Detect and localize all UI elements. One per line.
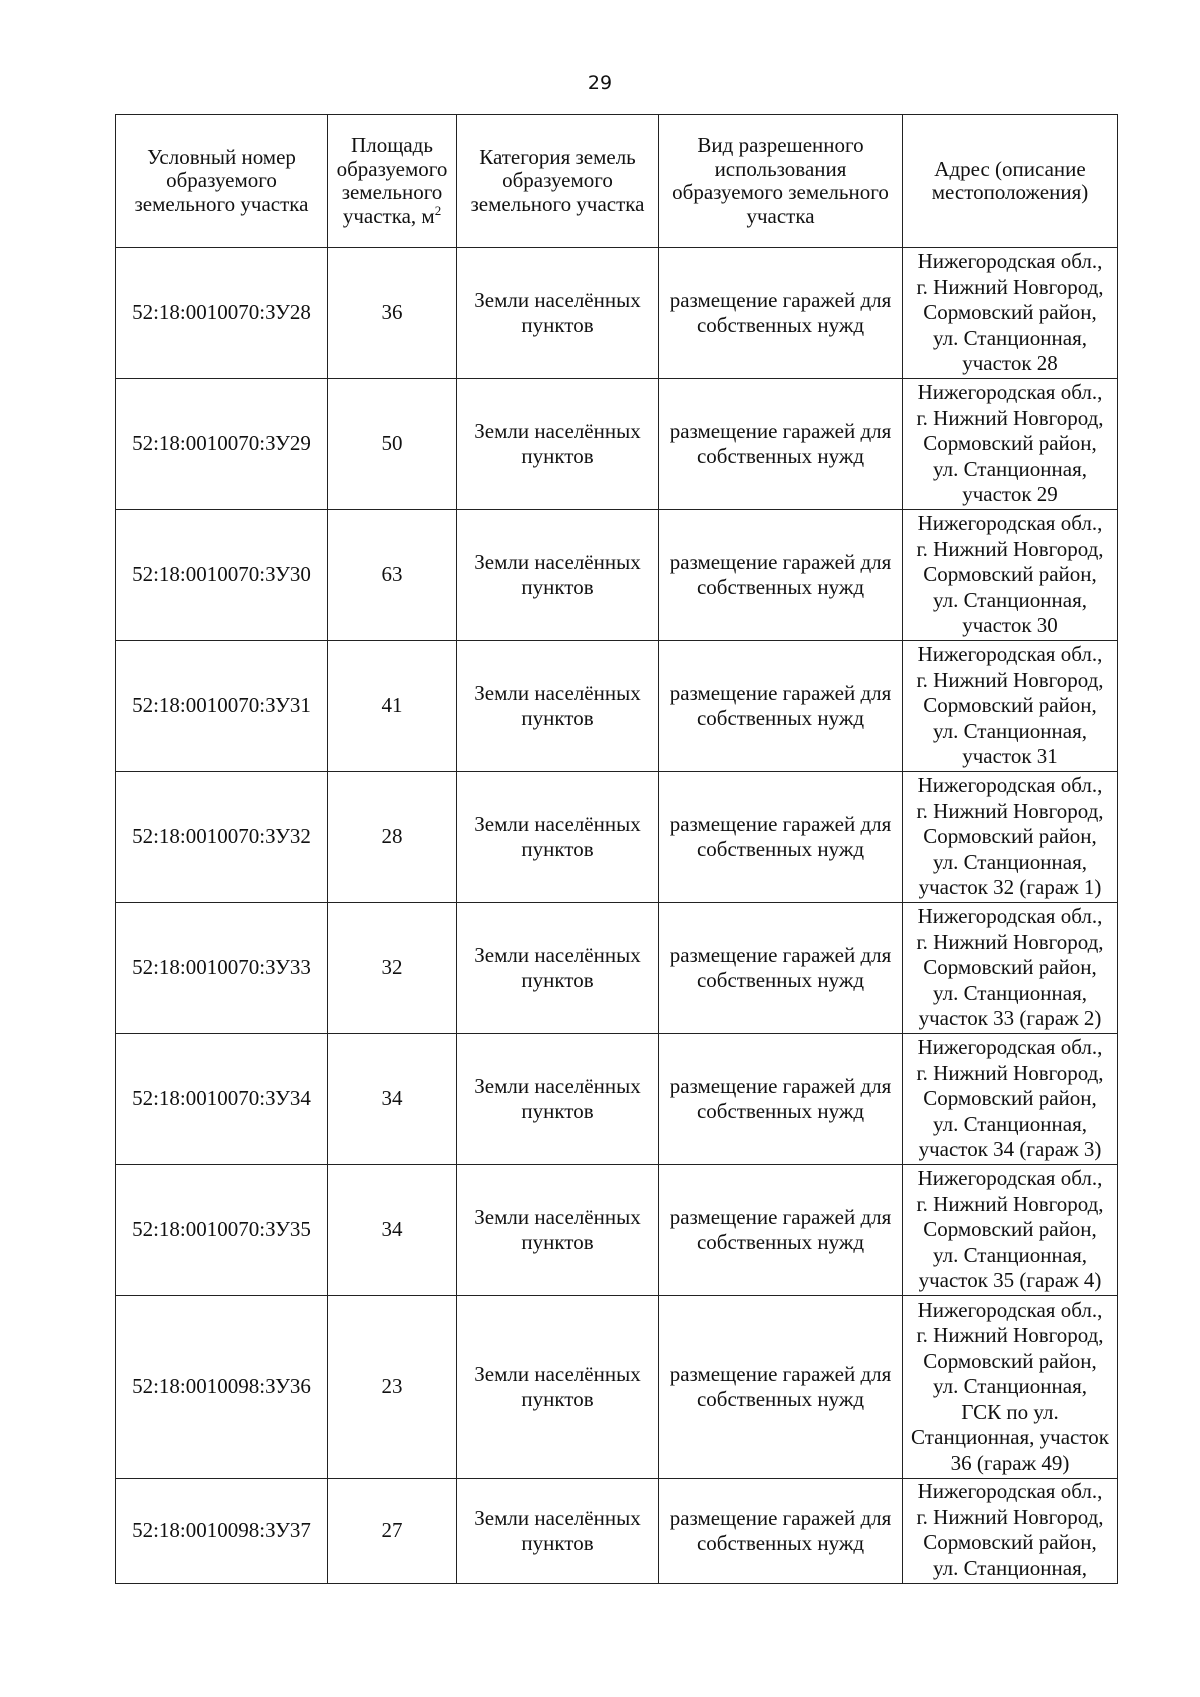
address-line: Сормовский район, xyxy=(923,431,1097,456)
cell-number: 52:18:0010070:ЗУ28 xyxy=(116,248,328,379)
cell-address xyxy=(903,903,1118,1034)
cell-usage: размещение гаражей для собственных нужд xyxy=(659,1034,903,1165)
cell-area: 27 xyxy=(328,1479,457,1584)
address-line: Сормовский район, xyxy=(923,1530,1097,1554)
address-line: ГСК по ул. xyxy=(961,1399,1059,1424)
cell-usage: размещение гаражей для собственных нужд xyxy=(659,772,903,903)
header-area xyxy=(328,115,457,248)
header-area-text: Площадь образуемого земельного участка, м xyxy=(336,133,448,228)
cell-number: 52:18:0010070:ЗУ35 xyxy=(116,1165,328,1296)
address-line: участок 28 xyxy=(962,351,1058,376)
address-line: г. Нижний Новгород, xyxy=(916,1504,1104,1529)
address-line: Сормовский район, xyxy=(923,955,1097,980)
cell-address xyxy=(903,1479,1118,1584)
cell-usage: размещение гаражей для собственных нужд xyxy=(659,248,903,379)
address-line: г. Нижний Новгород, xyxy=(916,1323,1104,1348)
cell-number: 52:18:0010070:ЗУ29 xyxy=(116,379,328,510)
cell-area: 50 xyxy=(328,379,457,510)
address-line: Нижегородская обл., xyxy=(917,1297,1103,1322)
address-line: ул. Станционная, xyxy=(933,1374,1087,1399)
address-line: Нижегородская обл., xyxy=(917,511,1103,536)
cell-category: Земли населённых пунктов xyxy=(457,1479,659,1584)
address-line: Сормовский район, xyxy=(923,693,1097,718)
address-line: участок 32 (гараж 1) xyxy=(918,875,1102,900)
cell-address xyxy=(903,641,1118,772)
address-line: Сормовский район, xyxy=(923,1348,1097,1373)
address-line: г. Нижний Новгород, xyxy=(916,274,1104,299)
cell-area: 32 xyxy=(328,903,457,1034)
address-line: Нижегородская обл., xyxy=(917,1479,1103,1503)
address-line: ул. Станционная, xyxy=(933,1111,1087,1136)
table-row xyxy=(116,1034,1118,1165)
table-row xyxy=(116,1165,1118,1296)
cell-usage: размещение гаражей для собственных нужд xyxy=(659,1479,903,1584)
cell-area: 28 xyxy=(328,772,457,903)
address-line: ул. Станционная, xyxy=(933,718,1087,743)
address-line: 36 (гараж 49) xyxy=(950,1450,1070,1475)
cell-number: 52:18:0010098:ЗУ36 xyxy=(116,1296,328,1479)
address-line: ул. Станционная, xyxy=(933,849,1087,874)
cell-usage: размещение гаражей для собственных нужд xyxy=(659,510,903,641)
address-line: ул. Станционная, xyxy=(933,1555,1087,1580)
cell-category: Земли населённых пунктов xyxy=(457,1034,659,1165)
cell-number: 52:18:0010070:ЗУ30 xyxy=(116,510,328,641)
cell-address xyxy=(903,772,1118,903)
address-line: г. Нижний Новгород, xyxy=(916,536,1104,561)
cell-number: 52:18:0010070:ЗУ31 xyxy=(116,641,328,772)
cell-category: Земли населённых пунктов xyxy=(457,1296,659,1479)
address-line: участок 33 (гараж 2) xyxy=(918,1006,1102,1031)
cell-category: Земли населённых пунктов xyxy=(457,1165,659,1296)
cell-number: 52:18:0010070:ЗУ34 xyxy=(116,1034,328,1165)
cell-category: Земли населённых пунктов xyxy=(457,379,659,510)
address-line: г. Нижний Новгород, xyxy=(916,798,1104,823)
address-line: Нижегородская обл., xyxy=(917,1035,1103,1060)
address-line: Сормовский район, xyxy=(923,1086,1097,1111)
address-line: ул. Станционная, xyxy=(933,1242,1087,1267)
cell-number: 52:18:0010098:ЗУ37 xyxy=(116,1479,328,1584)
address-line: Нижегородская обл., xyxy=(917,904,1103,929)
table-row xyxy=(116,772,1118,903)
address-line: Нижегородская обл., xyxy=(917,642,1103,667)
address-line: г. Нижний Новгород, xyxy=(916,1060,1104,1085)
table-row xyxy=(116,248,1118,379)
address-line: участок 30 xyxy=(962,613,1058,638)
table-row xyxy=(116,379,1118,510)
address-line: участок 35 (гараж 4) xyxy=(918,1268,1102,1293)
address-line: Нижегородская обл., xyxy=(917,380,1103,405)
cell-address xyxy=(903,1296,1118,1479)
cell-category: Земли населённых пунктов xyxy=(457,248,659,379)
address-line: участок 34 (гараж 3) xyxy=(918,1137,1102,1162)
address-line: ул. Станционная, xyxy=(933,980,1087,1005)
land-plots-table xyxy=(115,114,1118,1584)
address-line: Сормовский район, xyxy=(923,300,1097,325)
table-body xyxy=(116,248,1118,1584)
table-row xyxy=(116,510,1118,641)
cell-area: 23 xyxy=(328,1296,457,1479)
address-line: участок 29 xyxy=(962,482,1058,507)
address-line: ул. Станционная, xyxy=(933,456,1087,481)
header-category: Категория земель образуемого земельного участка xyxy=(457,115,659,248)
address-line: Станционная, участок xyxy=(911,1425,1109,1450)
cell-usage: размещение гаражей для собственных нужд xyxy=(659,1296,903,1479)
address-line: участок 31 xyxy=(962,744,1058,769)
page-number: 29 xyxy=(587,72,613,94)
cell-area: 41 xyxy=(328,641,457,772)
address-line: Сормовский район, xyxy=(923,562,1097,587)
table-row xyxy=(116,641,1118,772)
address-line: Нижегородская обл., xyxy=(917,1166,1103,1191)
header-area-superscript: 2 xyxy=(434,202,442,218)
address-line: г. Нижний Новгород, xyxy=(916,405,1104,430)
address-line: г. Нижний Новгород, xyxy=(916,1191,1104,1216)
cell-address xyxy=(903,1034,1118,1165)
address-line: Сормовский район, xyxy=(923,824,1097,849)
address-line: г. Нижний Новгород, xyxy=(916,929,1104,954)
table-row xyxy=(116,903,1118,1034)
table-header-row xyxy=(116,115,1118,248)
cell-area: 34 xyxy=(328,1165,457,1296)
table-row xyxy=(116,1296,1118,1479)
header-address: Адрес (описание местоположения) xyxy=(903,115,1118,248)
cell-usage: размещение гаражей для собственных нужд xyxy=(659,903,903,1034)
address-line: ул. Станционная, xyxy=(933,325,1087,350)
cell-address xyxy=(903,510,1118,641)
cell-area: 63 xyxy=(328,510,457,641)
cell-number: 52:18:0010070:ЗУ33 xyxy=(116,903,328,1034)
address-line: ул. Станционная, xyxy=(933,587,1087,612)
cell-area: 34 xyxy=(328,1034,457,1165)
cell-usage: размещение гаражей для собственных нужд xyxy=(659,379,903,510)
cell-address xyxy=(903,248,1118,379)
cell-category: Земли населённых пунктов xyxy=(457,772,659,903)
cell-category: Земли населённых пунктов xyxy=(457,903,659,1034)
header-number: Условный номер образуемого земельного участка xyxy=(116,115,328,248)
address-line: Сормовский район, xyxy=(923,1217,1097,1242)
address-line: Нижегородская обл., xyxy=(917,249,1103,274)
cell-number: 52:18:0010070:ЗУ32 xyxy=(116,772,328,903)
cell-address xyxy=(903,1165,1118,1296)
cell-area: 36 xyxy=(328,248,457,379)
address-line: г. Нижний Новгород, xyxy=(916,667,1104,692)
header-usage: Вид разрешенного использования образуемого земельного участка xyxy=(659,115,903,248)
table-row xyxy=(116,1479,1118,1584)
cell-category: Земли населённых пунктов xyxy=(457,641,659,772)
cell-category: Земли населённых пунктов xyxy=(457,510,659,641)
cell-usage: размещение гаражей для собственных нужд xyxy=(659,1165,903,1296)
address-line: Нижегородская обл., xyxy=(917,773,1103,798)
cell-address xyxy=(903,379,1118,510)
cell-usage: размещение гаражей для собственных нужд xyxy=(659,641,903,772)
